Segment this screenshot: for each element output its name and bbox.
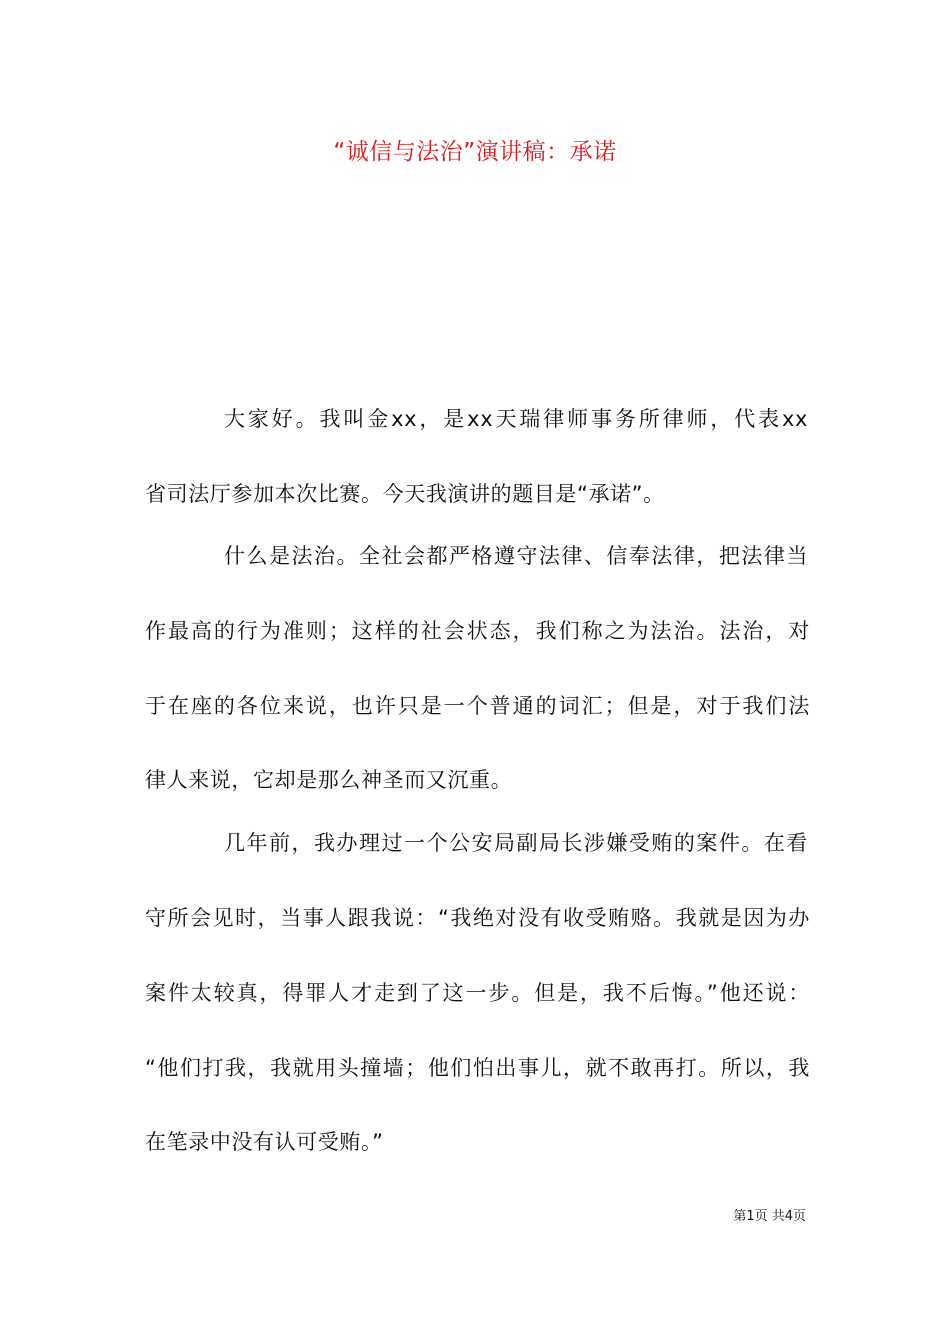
paragraph-line: 省司法厅参加本次比赛。今天我演讲的题目是“承诺”。 <box>145 482 665 506</box>
paragraph-line: 守所会见时，当事人跟我说：“我绝对没有收受贿赂。我就是因为办 <box>145 906 810 930</box>
page-number: 第1页 共4页 <box>733 1209 806 1224</box>
paragraph-line: 律人来说，它却是那么神圣而又沉重。 <box>145 768 513 792</box>
document-title: “诚信与法治”演讲稿：承诺 <box>333 139 617 165</box>
paragraph-line: 于在座的各位来说，也许只是一个普通的词汇；但是，对于我们法 <box>145 694 810 718</box>
paragraph-line: 在笔录中没有认可受贿。” <box>145 1130 384 1154</box>
paragraph-line: 什么是法治。全社会都严格遵守法律、信奉法律，把法律当 <box>224 544 808 568</box>
paragraph-line: 几年前，我办理过一个公安局副局长涉嫌受贿的案件。在看 <box>224 831 808 855</box>
paragraph-line: “他们打我，我就用头撞墙；他们怕出事儿，就不敢再打。所以，我 <box>145 1056 810 1080</box>
paragraph-line: 作最高的行为准则；这样的社会状态，我们称之为法治。法治，对 <box>145 619 810 643</box>
paragraph-line: 案件太较真，得罪人才走到了这一步。但是，我不后悔。”他还说： <box>145 981 810 1005</box>
paragraph-line: 大家好。我叫金xx，是xx天瑞律师事务所律师，代表xx <box>224 407 808 431</box>
